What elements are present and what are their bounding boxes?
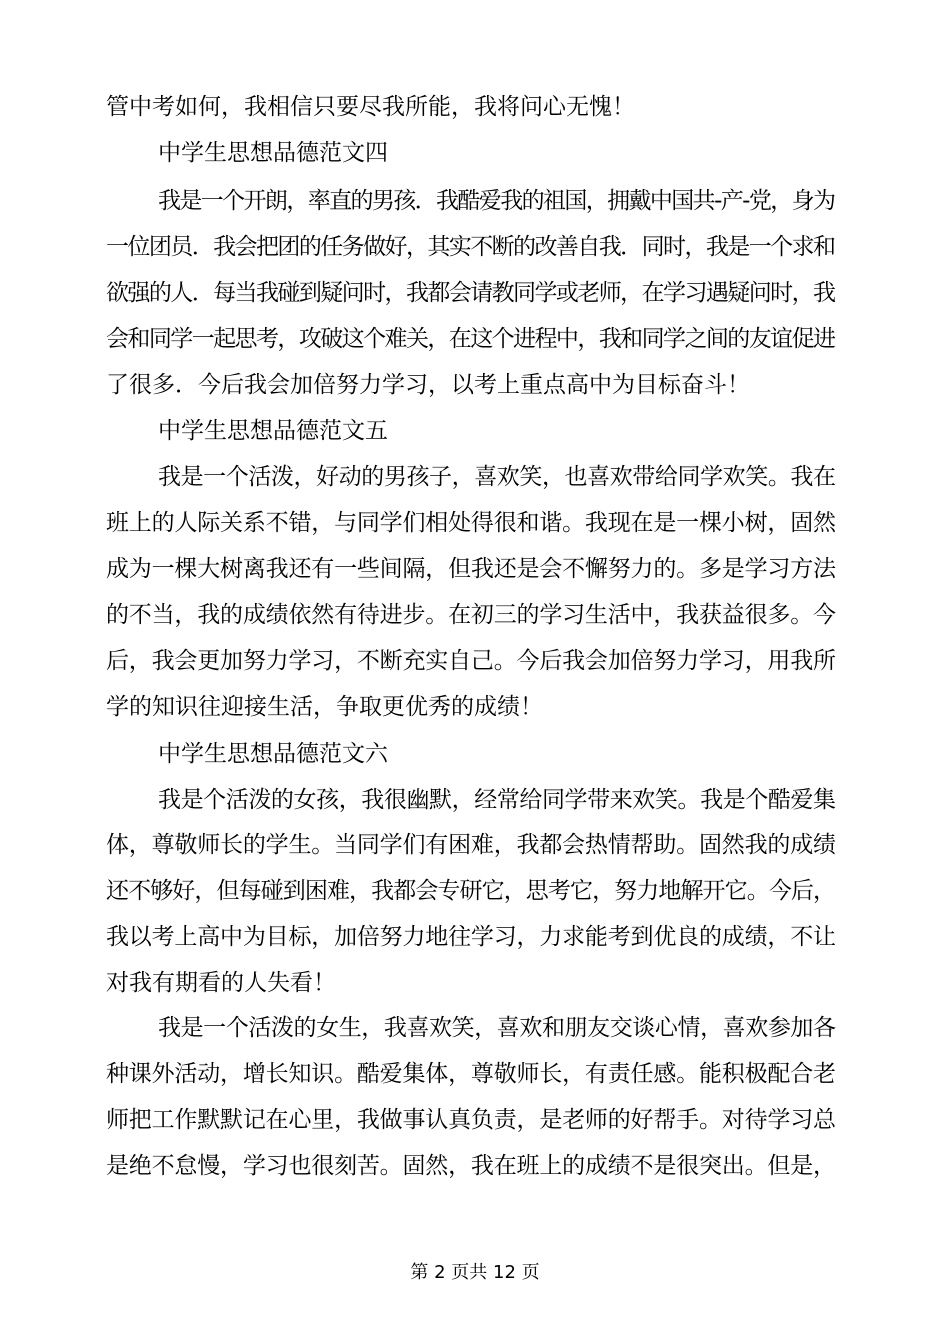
- paragraph-line-text: 我是一个活泼的女生，我喜欢笑，喜欢和朋友交谈心情，喜欢参加各: [158, 1015, 836, 1041]
- paragraph-line-text: 还不够好，但每碰到困难，我都会专研它，思考它，努力地解开它。今后，: [106, 878, 836, 904]
- paragraph-line: [0, 868, 950, 914]
- paragraph-line-text: 会和同学一起思考，攻破这个难关，在这个进程中，我和同学之间的友谊促进: [106, 326, 835, 352]
- paragraph-line: [0, 1097, 950, 1143]
- paragraph-line: [0, 1143, 950, 1189]
- paragraph-line-text: 一位团员．我会把团的任务做好，其实不断的改善自我．同时，我是一个求和: [106, 234, 835, 260]
- paragraph-line: [0, 84, 950, 130]
- section-heading: [0, 408, 950, 454]
- paragraph-line: [0, 1005, 950, 1051]
- paragraph-line: [0, 224, 950, 270]
- paragraph-line: [0, 960, 950, 1006]
- paragraph-line: [0, 500, 950, 546]
- section-heading-text: 中学生思想品德范文四: [158, 140, 388, 166]
- paragraph-line-text: 体，尊敬师长的学生。当同学们有困难，我都会热情帮助。固然我的成绩: [106, 832, 836, 858]
- paragraph-line: [0, 592, 950, 638]
- paragraph-line-text: 班上的人际关系不错，与同学们相处得很和谐。我现在是一棵小树，固然: [106, 510, 836, 536]
- paragraph-line-text: 的不当，我的成绩依然有待进步。在初三的学习生活中，我获益很多。今: [106, 602, 836, 628]
- paragraph-line: [0, 546, 950, 592]
- paragraph-line-text: 我是一个活泼，好动的男孩子，喜欢笑，也喜欢带给同学欢笑。我在: [158, 464, 836, 490]
- paragraph-line-text: 我是个活泼的女孩，我很幽默，经常给同学带来欢笑。我是个酷爱集: [158, 787, 836, 813]
- paragraph-line: [0, 362, 950, 408]
- paragraph-line-text: 对我有期看的人失看！: [106, 970, 336, 996]
- section-heading-text: 中学生思想品德范文六: [158, 741, 388, 767]
- paragraph-line-text: 学的知识往迎接生活，争取更优秀的成绩！: [106, 694, 543, 720]
- paragraph-line: [0, 454, 950, 500]
- section-heading: [0, 130, 950, 176]
- paragraph-line: [0, 178, 950, 224]
- paragraph-line-text: 我是一个开朗，率直的男孩．我酷爱我的祖国，拥戴中国共-产-党，身为: [158, 188, 835, 214]
- paragraph-line: [0, 777, 950, 823]
- paragraph-line-text: 欲强的人．每当我碰到疑问时，我都会请教同学或老师，在学习遇疑问时，我: [106, 280, 835, 306]
- page-footer: 第 2 页共 12 页: [410, 1262, 540, 1283]
- paragraph-line: [0, 822, 950, 868]
- paragraph-line-text: 种课外活动，增长知识。酷爱集体，尊敬师长，有责任感。能积极配合老: [106, 1061, 836, 1087]
- paragraph-line-text: 我以考上高中为目标，加倍努力地往学习，力求能考到优良的成绩，不让: [106, 924, 836, 950]
- paragraph-line: [0, 638, 950, 684]
- paragraph-line: [0, 684, 950, 730]
- paragraph-line: [0, 1051, 950, 1097]
- paragraph-line-text: 师把工作默默记在心里，我做事认真负责，是老师的好帮手。对待学习总: [106, 1107, 836, 1133]
- paragraph-line: [0, 316, 950, 362]
- paragraph-line-text: 后，我会更加努力学习，不断充实自己。今后我会加倍努力学习，用我所: [106, 648, 836, 674]
- paragraph-line-text: 管中考如何，我相信只要尽我所能，我将问心无愧！: [106, 94, 635, 120]
- paragraph-line: [0, 270, 950, 316]
- paragraph-line-text: 是绝不怠慢，学习也很刻苦。固然，我在班上的成绩不是很突出。但是，: [106, 1153, 836, 1179]
- paragraph-line: [0, 914, 950, 960]
- section-heading-text: 中学生思想品德范文五: [158, 418, 388, 444]
- section-heading: [0, 731, 950, 777]
- paragraph-line-text: 成为一棵大树离我还有一些间隔，但我还是会不懈努力的。多是学习方法: [106, 556, 836, 582]
- paragraph-line-text: 了很多．今后我会加倍努力学习，以考上重点高中为目标奋斗！: [106, 372, 750, 398]
